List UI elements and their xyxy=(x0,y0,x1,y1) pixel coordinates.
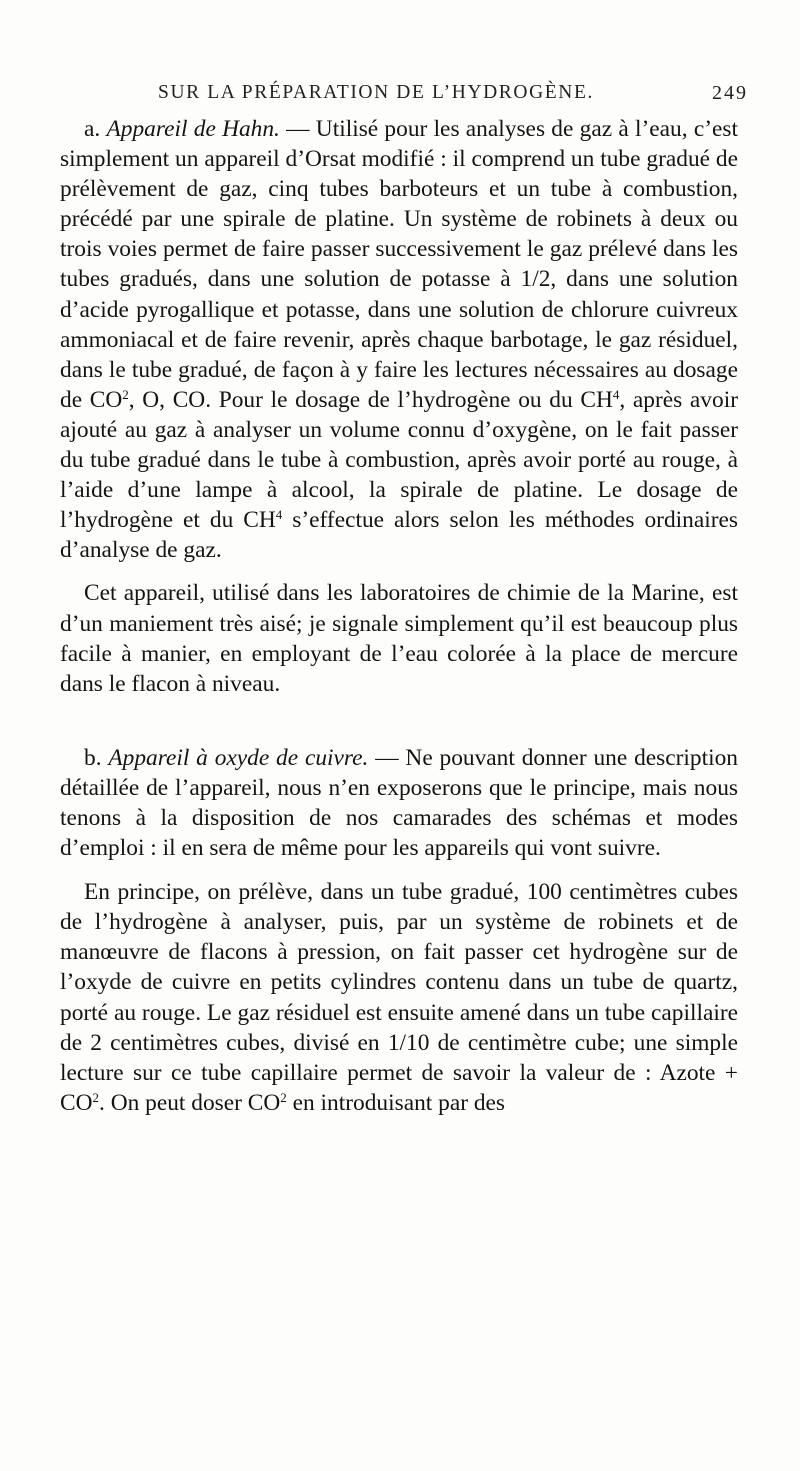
superscript: 2 xyxy=(280,1089,287,1105)
section-marker-a: a. xyxy=(84,116,101,142)
paragraph-principe xyxy=(60,877,738,1118)
body-text xyxy=(60,114,738,1118)
paragraph-text: En principe, on prélève, dans un tube gradué, 100 centimètres cubes de l’hydrogène à analyser, puis, par un système de robinets et de manœuvre de flacons à pression, on fait passer cet hydrogène sur de l’oxyde de cuivre en petits cylindres contenu dans un tube de quartz, porté au rouge. Le gaz résiduel est ensuite amené dans un tube capillaire de 2 centimètres cubes, divisé en 1/10 de centimètre cube; une simple lecture sur ce tube capillaire permet de savoir la valeur de : Azote + CO xyxy=(60,879,738,1116)
section-heading-oxyde: Appareil à oxyde de cuivre. xyxy=(108,744,369,771)
paragraph-text: — Utilisé pour les analyses de gaz à l’eau, c’est simplement un appareil d’Orsat modifié : il comprend un tube gradué de prélèvement de gaz, cinq tubes barboteurs et un tube à combustion, précédé par une spirale de platine. Un système de robinets à deux ou trois voies permet de faire passer successivement le gaz prélevé dans les tubes gradués, dans une solution de potasse à 1/2, dans une solution d’acide pyrogallique et potasse, dans une solution de chlorure cuivreux ammoniacal et de faire revenir, après chaque barbotage, le gaz résiduel, dans le tube gradué, de façon à y faire les lectures nécessaires au dosage de CO xyxy=(60,116,738,413)
paragraph-text: en introduisant par des xyxy=(286,1089,506,1116)
superscript: 2 xyxy=(92,1089,99,1105)
paragraph-text: , après avoir ajouté au gaz à analyser un volume connu d’oxygène, on le fait passer du tube gradué dans le tube à combustion, après avoir porté au rouge, à l’aide d’une lampe à alcool, la spirale de platine. Le dosage de l’hydrogène et du CH xyxy=(60,386,738,534)
section-marker-b: b. xyxy=(84,744,102,771)
paragraph-text: , O, CO. Pour le dosage de l’hydrogène ou du CH xyxy=(128,386,613,413)
superscript: 4 xyxy=(612,386,620,402)
paragraph-appareil-hahn xyxy=(60,114,738,565)
page-number: 249 xyxy=(712,82,748,104)
superscript: 2 xyxy=(122,386,129,402)
running-title: SUR LA PRÉPARATION DE L’HYDROGÈNE. xyxy=(158,82,594,103)
superscript: 4 xyxy=(275,507,283,523)
paragraph-marine-note: Cet appareil, utilisé dans les laboratoires de chimie de la Marine, est d’un maniement très aisé; je signale simplement qu’il est beaucoup plus facile à manier, en employant de l’eau colorée à la place de mercure dans le flacon à niveau. xyxy=(60,580,738,697)
paragraph-text: — Ne pouvant donner une description détaillée de l’appareil, nous n’en exposerons que le principe, mais nous tenons à la disposition de nos camarades des schémas et modes d’emploi : il en sera de même pour les appareils qui vont suivre. xyxy=(60,744,739,862)
section-heading-hahn: Appareil de Hahn. xyxy=(106,116,280,142)
paragraph-oxyde-cuivre xyxy=(60,743,738,863)
paragraph-text: . On peut doser CO xyxy=(99,1089,281,1116)
paragraph-text: s’effectue alors selon les méthodes ordinaires d’analyse de gaz. xyxy=(60,507,738,564)
page-header xyxy=(100,82,750,110)
